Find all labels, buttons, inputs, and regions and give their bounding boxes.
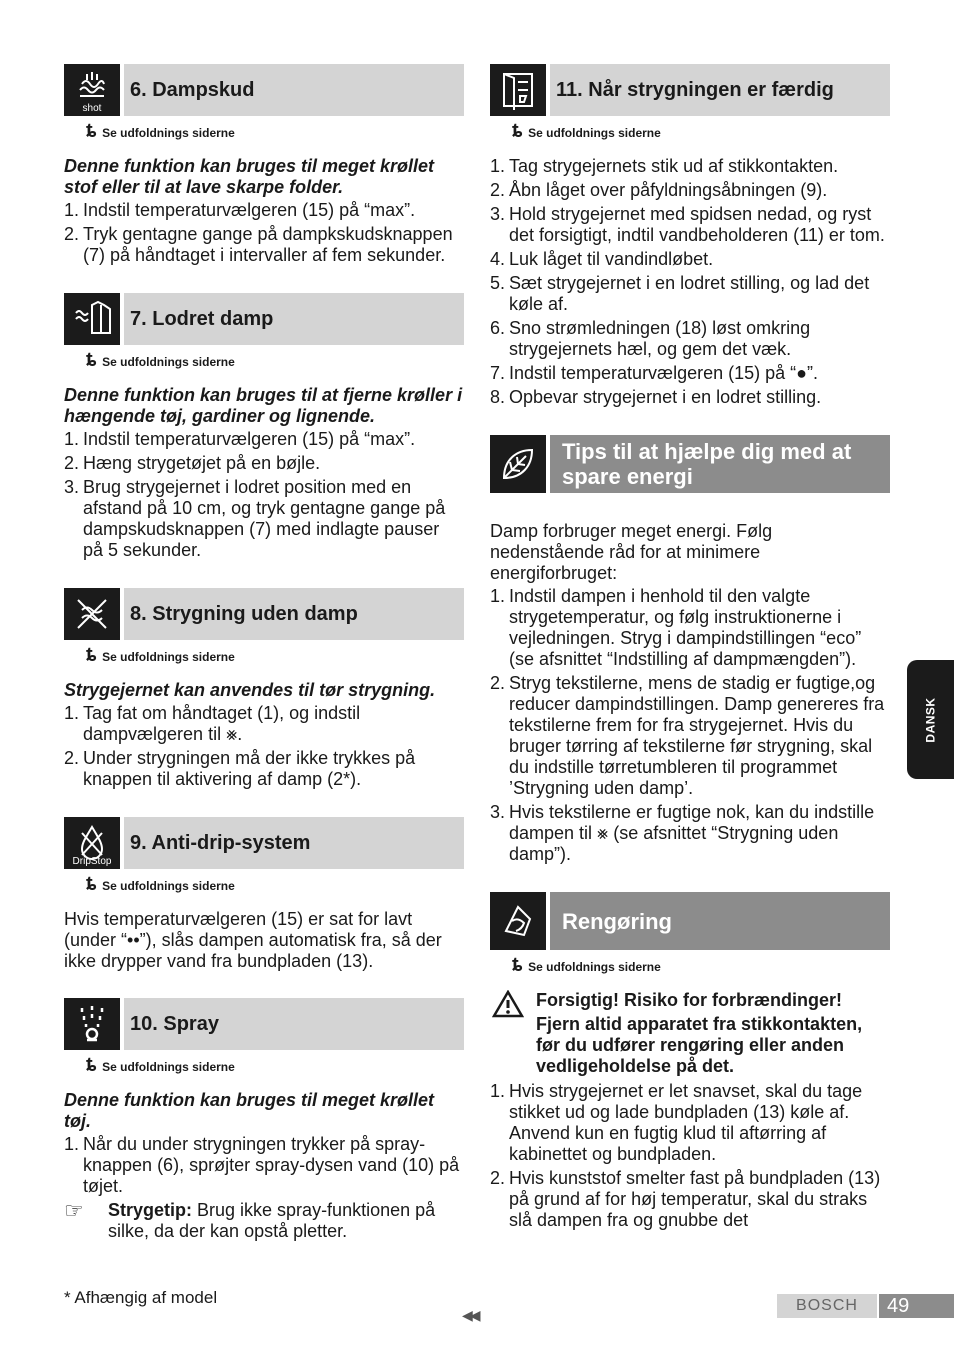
fold-out-arrow-icon: ȶ: [86, 1054, 97, 1076]
no-steam-icon: [64, 588, 120, 640]
section-header: [64, 817, 464, 869]
brand-logo: BOSCH: [777, 1294, 877, 1318]
list-item: 5. Sæt strygejernet i en lodret stilling, og lad det køle af.: [490, 273, 870, 314]
section-paragraph: Damp forbruger meget energi. Følg nedenstående råd for at minimere energiforbruget:: [490, 521, 773, 583]
previous-page-icon[interactable]: ◀◀: [462, 1307, 478, 1323]
list-item: 3. Hvis tekstilerne er fugtige nok, kan du indstille dampen til ⨳ (se afsnittet “Strygning uden damp”).: [490, 802, 875, 864]
section-lead: Denne funktion kan bruges til meget krøllet stof eller til at lave skarpe folder.: [64, 156, 435, 197]
list-item: 2. Under strygningen må der ikke trykkes på knappen til aktivering af damp (2*).: [64, 748, 416, 789]
section-spray: [64, 998, 464, 1242]
step-list: [64, 200, 464, 266]
left-column: [64, 64, 464, 1242]
list-item: 3. Hold strygejernet med spidsen nedad, og ryst det forsigtigt, indtil vandbeholderen (11) er tom.: [490, 204, 885, 245]
section-cleaning: [490, 892, 890, 1231]
fold-out-reference: ȶ Se udfoldnings siderne: [512, 954, 661, 976]
spray-icon: [64, 998, 120, 1050]
list-item: 1. Hvis strygejernet er let snavset, skal du tage stikket ud og lade bundpladen (13) køle af. Anvend kun en fugtig klud til aftørring af kabinettet og bundpladen.: [490, 1081, 863, 1164]
list-item: 8. Opbevar strygejernet i en lodret stilling.: [490, 387, 822, 407]
vertical-steam-icon: [64, 293, 120, 345]
section-header: [64, 588, 464, 640]
section-anti-drip: [64, 817, 464, 972]
list-item: 2. Åbn låget over påfyldningsåbningen (9).: [490, 180, 828, 200]
steam-shot-icon: [64, 64, 120, 116]
page-number: 49: [879, 1294, 954, 1318]
step-list: [64, 429, 464, 561]
list-item: 6. Sno strømledningen (18) løst omkring strygejernets hæl, og gem det væk.: [490, 318, 811, 359]
fold-out-reference: ȶ Se udfoldnings siderne: [512, 120, 661, 142]
section-lead: Denne funktion kan bruges til meget krøllet tøj.: [64, 1090, 435, 1131]
right-column: [490, 64, 890, 1234]
section-naar-faerdig: [490, 64, 890, 408]
language-tab[interactable]: DANSK: [907, 660, 954, 779]
list-item: 2. Hvis kunststof smelter fast på bundpladen (13) på grund af for høj temperatur, skal du straks slå dampen fra og gnubbe det: [490, 1168, 881, 1230]
section-energy-tips: [490, 435, 890, 865]
section-title: 6. Dampskud: [124, 64, 464, 116]
step-list: [64, 1134, 464, 1197]
warning-block: [490, 990, 890, 1077]
step-list: [490, 156, 890, 408]
warning-title: Forsigtig! Risiko for forbrændinger!: [536, 990, 842, 1010]
section-title: 7. Lodret damp: [124, 293, 464, 345]
section-header: [490, 64, 890, 116]
section-header: [490, 435, 890, 493]
list-item: 3. Brug strygejernet i lodret position med en afstand på 10 cm, og tryk gentagne gange på dampskudsknappen (7) med indlagte pauser på 5 sekunder.: [64, 477, 446, 560]
fold-out-arrow-icon: ȶ: [512, 120, 523, 142]
section-header: [64, 64, 464, 116]
section-title: 11. Når strygningen er færdig: [550, 64, 890, 116]
fold-out-arrow-icon: ȶ: [512, 954, 523, 976]
section-strygning-uden-damp: [64, 588, 464, 790]
list-item: 1. Tag strygejernets stik ud af stikkontakten.: [490, 156, 839, 176]
fold-out-arrow-icon: ȶ: [86, 120, 97, 142]
section-lead: Denne funktion kan bruges til at fjerne krøller i hængende tøj, gardiner og lignende.: [64, 385, 463, 426]
step-list: [490, 586, 890, 865]
section-title: 10. Spray: [124, 998, 464, 1050]
fold-out-reference: ȶ Se udfoldnings siderne: [86, 644, 235, 666]
section-lodret-damp: [64, 293, 464, 561]
fold-out-reference: ȶ Se udfoldnings siderne: [86, 349, 235, 371]
list-item: 1. Indstil temperaturvælgeren (15) på “max”.: [64, 429, 416, 449]
storage-cabinet-icon: [490, 64, 546, 116]
fold-out-arrow-icon: ȶ: [86, 349, 97, 371]
list-item: 1. Indstil dampen i henhold til den valgte strygetemperatur, og følg instruktionerne i vejledningen. Stryg i dampindstillingen “eco” (se afsnittet “Indstilling af dampmængden”).: [490, 586, 862, 669]
list-item: 4. Luk låget til vandindløbet.: [490, 249, 714, 269]
pointing-hand-icon: ☞: [64, 1198, 84, 1223]
section-title: 9. Anti-drip-system: [124, 817, 464, 869]
fold-out-arrow-icon: ȶ: [86, 644, 97, 666]
fold-out-reference: ȶ Se udfoldnings siderne: [86, 873, 235, 895]
list-item: 2. Stryg tekstilerne, mens de stadig er fugtige,og reducer dampindstillingen. Damp genereres fra tekstilerne frem for fra strygejernet. Hvis du bruger tørring af tekstilerne før strygning, skal du indstille tørretumbleren til programmet ’Strygning uden damp’.: [490, 673, 885, 798]
dripstop-icon: [64, 817, 120, 869]
warning-triangle-icon: [490, 990, 536, 1077]
section-header: [64, 293, 464, 345]
fold-out-reference: ȶ Se udfoldnings siderne: [86, 120, 235, 142]
list-item: 1. Tag fat om håndtaget (1), og indstil dampvælgeren til ⨳.: [64, 703, 361, 744]
section-title: Tips til at hjælpe dig med at spare energi: [550, 435, 890, 493]
section-dampskud: [64, 64, 464, 266]
section-paragraph: Hvis temperaturvælgeren (15) er sat for lavt (under “••”), slås dampen automatisk fra, så der ikke drypper vand fra bundpladen (13).: [64, 909, 442, 971]
list-item: 1. Når du under strygningen trykker på spray-knappen (6), sprøjter spray-dysen vand (10) på tøjet.: [64, 1134, 460, 1196]
section-title: Rengøring: [550, 892, 890, 950]
list-item: 7. Indstil temperaturvælgeren (15) på “●”.: [490, 363, 818, 383]
list-item: 2. Hæng strygetøjet på en bøjle.: [64, 453, 321, 473]
icon-caption: shot: [82, 103, 102, 114]
section-title: 8. Strygning uden damp: [124, 588, 464, 640]
ironing-tip: [64, 1200, 464, 1242]
section-header: [64, 998, 464, 1050]
step-list: [490, 1081, 890, 1231]
list-item: 1. Indstil temperaturvælgeren (15) på “max”.: [64, 200, 416, 220]
section-header: [490, 892, 890, 950]
list-item: 2. Tryk gentagne gange på dampkskudsknappen (7) på håndtaget i intervaller af fem sekunder.: [64, 224, 453, 265]
footnote: * Afhængig af model: [64, 1288, 218, 1307]
step-list: [64, 703, 464, 790]
section-lead: Strygejernet kan anvendes til tør strygning.: [64, 680, 436, 700]
tip-text: Strygetip: Brug ikke spray-funktionen på silke, da der kan opstå pletter.: [108, 1200, 436, 1241]
leaf-icon: [490, 435, 546, 493]
fold-out-arrow-icon: ȶ: [86, 873, 97, 895]
icon-caption: DripStop: [72, 856, 112, 867]
fold-out-reference: ȶ Se udfoldnings siderne: [86, 1054, 235, 1076]
warning-text: Fjern altid apparatet fra stikkontakten, før du udfører rengøring eller anden vedligeholdelse på det.: [536, 1014, 863, 1076]
cleaning-hand-icon: [490, 892, 546, 950]
